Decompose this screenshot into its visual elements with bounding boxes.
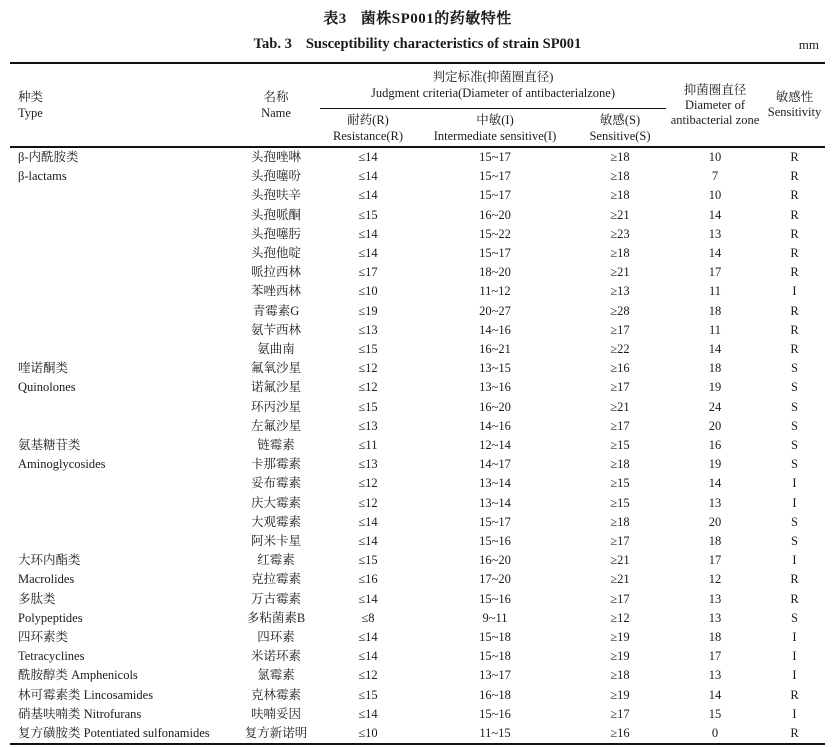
name-cell: 万古霉素 <box>250 591 301 606</box>
name-cell: 诺氟沙星 <box>250 380 301 395</box>
intermediate-cell: 11~15 <box>479 726 511 741</box>
resistance-cell: ≤14 <box>358 534 378 549</box>
intermediate-cell: 14~17 <box>479 457 511 472</box>
diameter-cell: 13 <box>708 495 722 510</box>
resistance-cell: ≤15 <box>358 687 378 702</box>
diameter-cell: 11 <box>708 322 722 337</box>
sensitivity-cell: S <box>791 438 798 453</box>
intermediate-cell: 13~14 <box>479 476 511 491</box>
sensitivity-cell: S <box>791 380 798 395</box>
name-cell: 氨苄西林 <box>250 322 301 337</box>
sensitivity-cell: R <box>790 265 799 280</box>
sensitivity-cell: R <box>790 188 799 203</box>
type-label-cn: 多肽类 <box>18 591 56 606</box>
diameter-cell: 13 <box>708 226 722 241</box>
table-title-cn <box>0 0 835 28</box>
resistance-cell: ≤14 <box>358 514 378 529</box>
sensitive-cell: ≥21 <box>610 399 630 414</box>
sensitive-cell: ≥18 <box>610 246 630 261</box>
name-cell: 青霉素G <box>252 303 300 318</box>
col-header-criteria <box>320 63 666 109</box>
type-label-en: Aminoglycosides <box>18 457 106 472</box>
col-header-diameter <box>666 63 764 147</box>
sensitive-cell: ≥12 <box>610 610 630 625</box>
name-cell: 阿米卡星 <box>250 534 301 549</box>
table-row <box>10 147 825 167</box>
col-header-diameter-en1: Diameter of <box>684 97 746 112</box>
sensitivity-cell: I <box>792 668 797 683</box>
type-label-en: Quinolones <box>18 380 76 395</box>
intermediate-cell: 14~16 <box>479 322 511 337</box>
sensitivity-cell: S <box>791 610 798 625</box>
sensitive-cell: ≥17 <box>610 322 630 337</box>
sensitivity-cell: R <box>790 342 799 357</box>
name-cell: 克拉霉素 <box>250 572 301 587</box>
table-body <box>10 147 825 744</box>
name-cell: 呋喃妥因 <box>250 706 301 721</box>
sensitive-cell: ≥15 <box>610 495 630 510</box>
col-header-criteria-en: Judgment criteria(Diameter of antibacterialzone) <box>371 86 615 100</box>
sensitive-cell: ≥19 <box>610 687 630 702</box>
sensitivity-cell: R <box>790 150 799 164</box>
intermediate-cell: 15~16 <box>479 534 511 549</box>
diameter-cell: 14 <box>708 342 722 357</box>
resistance-cell: ≤15 <box>358 207 378 222</box>
type-label-cn: β-内酰胺类 <box>18 150 79 164</box>
type-cell: 林可霉素类 Lincosamides <box>18 687 154 702</box>
col-header-sensitivity <box>764 63 825 147</box>
intermediate-cell: 15~22 <box>479 226 511 241</box>
sensitive-cell: ≥21 <box>610 553 630 568</box>
intermediate-cell: 18~20 <box>479 265 511 280</box>
table-title-cn-text: 菌株SP001的药敏特性 <box>360 11 512 27</box>
table-row <box>10 551 825 570</box>
sensitive-cell: ≥19 <box>610 630 630 645</box>
type-label-en: Macrolides <box>18 572 75 587</box>
sensitive-cell: ≥15 <box>610 438 630 453</box>
table-number-cn: 表3 <box>323 11 347 27</box>
type-label-cn: 喹诺酮类 <box>18 361 69 376</box>
table-title-en-text: Susceptibility characteristics of strain SP001 <box>305 36 582 52</box>
table-header <box>10 63 825 147</box>
sensitive-cell: ≥18 <box>610 188 630 203</box>
col-header-type-cn: 种类 <box>18 90 44 104</box>
resistance-cell: ≤12 <box>358 361 378 376</box>
resistance-cell: ≤13 <box>358 457 378 472</box>
sensitive-cell: ≥18 <box>610 150 630 164</box>
intermediate-cell: 13~16 <box>479 380 511 395</box>
type-label-cn: 四环素类 <box>18 630 69 645</box>
sensitivity-cell: I <box>792 706 797 721</box>
sensitivity-cell: I <box>792 553 797 568</box>
intermediate-cell: 15~17 <box>479 169 511 184</box>
col-header-name-cn: 名称 <box>263 90 289 104</box>
resistance-cell: ≤12 <box>358 495 378 510</box>
sensitive-cell: ≥15 <box>610 476 630 491</box>
name-cell: 大观霉素 <box>250 514 301 529</box>
diameter-cell: 14 <box>708 246 722 261</box>
name-cell: 氨曲南 <box>257 342 295 357</box>
name-cell: 头孢呋辛 <box>250 188 301 203</box>
type-label-cn: 大环内酯类 <box>18 553 81 568</box>
type-label-en: Polypeptides <box>18 610 83 625</box>
name-cell: 卡那霉素 <box>250 457 301 472</box>
diameter-cell: 17 <box>708 649 722 664</box>
name-cell: 环丙沙星 <box>250 399 301 414</box>
sensitive-cell: ≥16 <box>610 361 630 376</box>
intermediate-cell: 15~18 <box>479 630 511 645</box>
name-cell: 妥布霉素 <box>250 476 301 491</box>
diameter-cell: 14 <box>708 687 722 702</box>
name-cell: 左氟沙星 <box>250 418 301 433</box>
sensitivity-cell: S <box>791 457 798 472</box>
col-header-diameter-cn: 抑菌圈直径 <box>683 82 747 97</box>
name-cell: 四环素 <box>257 630 295 645</box>
diameter-cell: 18 <box>708 361 722 376</box>
table-row <box>10 628 825 647</box>
resistance-cell: ≤14 <box>358 226 378 241</box>
diameter-cell: 13 <box>708 610 722 625</box>
resistance-cell: ≤15 <box>358 399 378 414</box>
sensitive-cell: ≥21 <box>610 572 630 587</box>
table-row <box>10 666 825 685</box>
sensitive-cell: ≥18 <box>610 169 630 184</box>
intermediate-cell: 9~11 <box>482 610 508 625</box>
resistance-cell: ≤13 <box>358 322 378 337</box>
resistance-cell: ≤14 <box>358 591 378 606</box>
name-cell: 米诺环素 <box>250 649 301 664</box>
name-cell: 头孢他啶 <box>250 246 301 261</box>
type-cell: 酰胺醇类 Amphenicols <box>18 668 138 683</box>
sensitivity-cell: R <box>790 572 799 587</box>
sensitive-cell: ≥23 <box>610 226 630 241</box>
name-cell: 多粘菌素B <box>246 610 306 625</box>
diameter-cell: 18 <box>708 630 722 645</box>
table-row <box>10 686 825 705</box>
diameter-cell: 18 <box>708 303 722 318</box>
resistance-cell: ≤10 <box>358 284 378 299</box>
intermediate-cell: 15~17 <box>479 246 511 261</box>
intermediate-cell: 13~14 <box>479 495 511 510</box>
diameter-cell: 24 <box>708 399 722 414</box>
col-header-criteria-cn: 判定标准(抑菌圈直径) <box>432 70 554 84</box>
sensitivity-cell: S <box>791 399 798 414</box>
diameter-cell: 12 <box>708 572 722 587</box>
diameter-cell: 14 <box>708 476 722 491</box>
name-cell: 苯唑西林 <box>250 284 301 299</box>
diameter-cell: 7 <box>711 169 719 184</box>
sensitivity-cell: R <box>790 226 799 241</box>
sensitivity-cell: I <box>792 649 797 664</box>
col-header-intermediate <box>416 109 574 148</box>
resistance-cell: ≤14 <box>358 150 378 164</box>
sensitive-cell: ≥22 <box>610 342 630 357</box>
resistance-cell: ≤14 <box>358 169 378 184</box>
type-cell: 硝基呋喃类 Nitrofurans <box>18 706 142 721</box>
sensitivity-cell: I <box>792 630 797 645</box>
intermediate-cell: 17~20 <box>479 572 511 587</box>
col-header-type-en: Type <box>18 106 43 120</box>
sensitivity-cell: I <box>792 284 797 299</box>
intermediate-cell: 15~17 <box>479 514 511 529</box>
name-cell: 链霉素 <box>257 438 295 453</box>
resistance-cell: ≤14 <box>358 188 378 203</box>
diameter-cell: 0 <box>711 726 719 741</box>
col-header-resistance-en: Resistance(R) <box>332 128 404 143</box>
resistance-cell: ≤14 <box>358 649 378 664</box>
sensitive-cell: ≥18 <box>610 457 630 472</box>
sensitive-cell: ≥13 <box>610 284 630 299</box>
col-header-sensitive-en: Sensitive(S) <box>589 128 651 143</box>
intermediate-cell: 16~20 <box>479 207 511 222</box>
diameter-cell: 17 <box>708 553 722 568</box>
resistance-cell: ≤14 <box>358 706 378 721</box>
sensitivity-cell: R <box>790 591 799 606</box>
sensitivity-cell: R <box>790 169 799 184</box>
sensitivity-cell: S <box>791 514 798 529</box>
resistance-cell: ≤11 <box>358 438 378 453</box>
type-label-cn: 氨基糖苷类 <box>18 438 81 453</box>
diameter-cell: 11 <box>708 284 722 299</box>
diameter-cell: 10 <box>708 188 722 203</box>
table-number-en: Tab. 3 <box>253 36 292 52</box>
sensitive-cell: ≥17 <box>610 534 630 549</box>
sensitivity-cell: I <box>792 495 797 510</box>
sensitive-cell: ≥19 <box>610 649 630 664</box>
name-cell: 头孢噻肟 <box>250 226 301 241</box>
col-header-name-en: Name <box>261 106 291 120</box>
intermediate-cell: 15~17 <box>479 188 511 203</box>
type-cell <box>10 436 232 551</box>
unit-label: mm <box>798 37 819 52</box>
name-cell: 氟氧沙星 <box>250 361 301 376</box>
diameter-cell: 20 <box>708 418 722 433</box>
col-header-sensitivity-cn: 敏感性 <box>775 90 814 104</box>
resistance-cell: ≤15 <box>358 342 378 357</box>
table-row <box>10 590 825 609</box>
resistance-cell: ≤12 <box>358 476 378 491</box>
sensitivity-cell: S <box>791 418 798 433</box>
table-row <box>10 436 825 455</box>
diameter-cell: 13 <box>708 591 722 606</box>
diameter-cell: 15 <box>708 706 722 721</box>
type-cell <box>10 590 232 628</box>
intermediate-cell: 12~14 <box>479 438 511 453</box>
table-row <box>10 724 825 744</box>
sensitive-cell: ≥17 <box>610 380 630 395</box>
intermediate-cell: 11~12 <box>479 284 511 299</box>
sensitive-cell: ≥28 <box>610 303 630 318</box>
resistance-cell: ≤12 <box>358 668 378 683</box>
sensitivity-cell: R <box>790 726 799 741</box>
name-cell: 复方新诺明 <box>244 726 308 741</box>
sensitive-cell: ≥21 <box>610 207 630 222</box>
diameter-cell: 19 <box>708 457 722 472</box>
name-cell: 头孢唑啉 <box>250 150 301 164</box>
intermediate-cell: 15~18 <box>479 649 511 664</box>
type-cell <box>10 359 232 436</box>
diameter-cell: 17 <box>708 265 722 280</box>
intermediate-cell: 16~18 <box>479 687 511 702</box>
sensitive-cell: ≥18 <box>610 514 630 529</box>
col-header-sensitive <box>574 109 666 148</box>
col-header-sensitive-cn: 敏感(S) <box>599 112 641 127</box>
name-cell: 头孢噻吩 <box>250 169 301 184</box>
intermediate-cell: 15~16 <box>479 591 511 606</box>
intermediate-cell: 15~16 <box>479 706 511 721</box>
name-cell: 哌拉西林 <box>250 265 301 280</box>
sensitive-cell: ≥16 <box>610 726 630 741</box>
intermediate-cell: 16~20 <box>479 399 511 414</box>
table-row <box>10 705 825 724</box>
sensitivity-cell: I <box>792 476 797 491</box>
sensitivity-cell: R <box>790 303 799 318</box>
sensitive-cell: ≥17 <box>610 418 630 433</box>
intermediate-cell: 13~17 <box>479 668 511 683</box>
resistance-cell: ≤8 <box>361 610 375 625</box>
name-cell: 红霉素 <box>257 553 295 568</box>
sensitivity-cell: R <box>790 687 799 702</box>
intermediate-cell: 20~27 <box>479 303 511 318</box>
sensitive-cell: ≥18 <box>610 668 630 683</box>
col-header-name <box>232 63 320 147</box>
resistance-cell: ≤12 <box>358 380 378 395</box>
resistance-cell: ≤19 <box>358 303 378 318</box>
diameter-cell: 20 <box>708 514 722 529</box>
col-header-intermediate-cn: 中敏(I) <box>476 112 514 127</box>
diameter-cell: 13 <box>708 668 722 683</box>
type-cell <box>10 147 232 359</box>
name-cell: 头孢哌酮 <box>250 207 301 222</box>
sensitivity-cell: R <box>790 207 799 222</box>
col-header-resistance <box>320 109 416 148</box>
intermediate-cell: 16~21 <box>479 342 511 357</box>
sensitivity-cell: R <box>790 246 799 261</box>
diameter-cell: 10 <box>708 150 722 164</box>
sensitivity-cell: S <box>791 534 798 549</box>
resistance-cell: ≤14 <box>358 246 378 261</box>
sensitive-cell: ≥17 <box>610 591 630 606</box>
resistance-cell: ≤16 <box>358 572 378 587</box>
diameter-cell: 19 <box>708 380 722 395</box>
resistance-cell: ≤10 <box>358 726 378 741</box>
col-header-resistance-cn: 耐药(R) <box>347 112 389 127</box>
resistance-cell: ≤14 <box>358 630 378 645</box>
col-header-diameter-en2: antibacterial zone <box>670 112 760 127</box>
type-cell <box>10 628 232 666</box>
diameter-cell: 18 <box>708 534 722 549</box>
intermediate-cell: 15~17 <box>479 150 511 164</box>
sensitivity-cell: S <box>791 361 798 376</box>
diameter-cell: 16 <box>708 438 722 453</box>
susceptibility-table <box>10 62 825 745</box>
resistance-cell: ≤17 <box>358 265 378 280</box>
resistance-cell: ≤13 <box>358 418 378 433</box>
sensitive-cell: ≥21 <box>610 265 630 280</box>
sensitivity-cell: R <box>790 322 799 337</box>
intermediate-cell: 16~20 <box>479 553 511 568</box>
col-header-sensitivity-en: Sensitivity <box>767 105 822 119</box>
resistance-cell: ≤15 <box>358 553 378 568</box>
diameter-cell: 14 <box>708 207 722 222</box>
type-cell: 复方磺胺类 Potentiated sulfonamides <box>18 726 210 741</box>
intermediate-cell: 13~15 <box>479 361 511 376</box>
intermediate-cell: 14~16 <box>479 418 511 433</box>
name-cell: 氯霉素 <box>257 668 295 683</box>
sensitive-cell: ≥17 <box>610 706 630 721</box>
type-label-en: β-lactams <box>18 169 67 184</box>
name-cell: 庆大霉素 <box>250 495 301 510</box>
col-header-intermediate-en: Intermediate sensitive(I) <box>433 128 557 143</box>
type-label-en: Tetracyclines <box>18 649 85 664</box>
col-header-type <box>10 63 232 147</box>
type-cell <box>10 551 232 589</box>
table-title-en <box>0 36 835 53</box>
name-cell: 克林霉素 <box>250 687 301 702</box>
table-row <box>10 359 825 378</box>
